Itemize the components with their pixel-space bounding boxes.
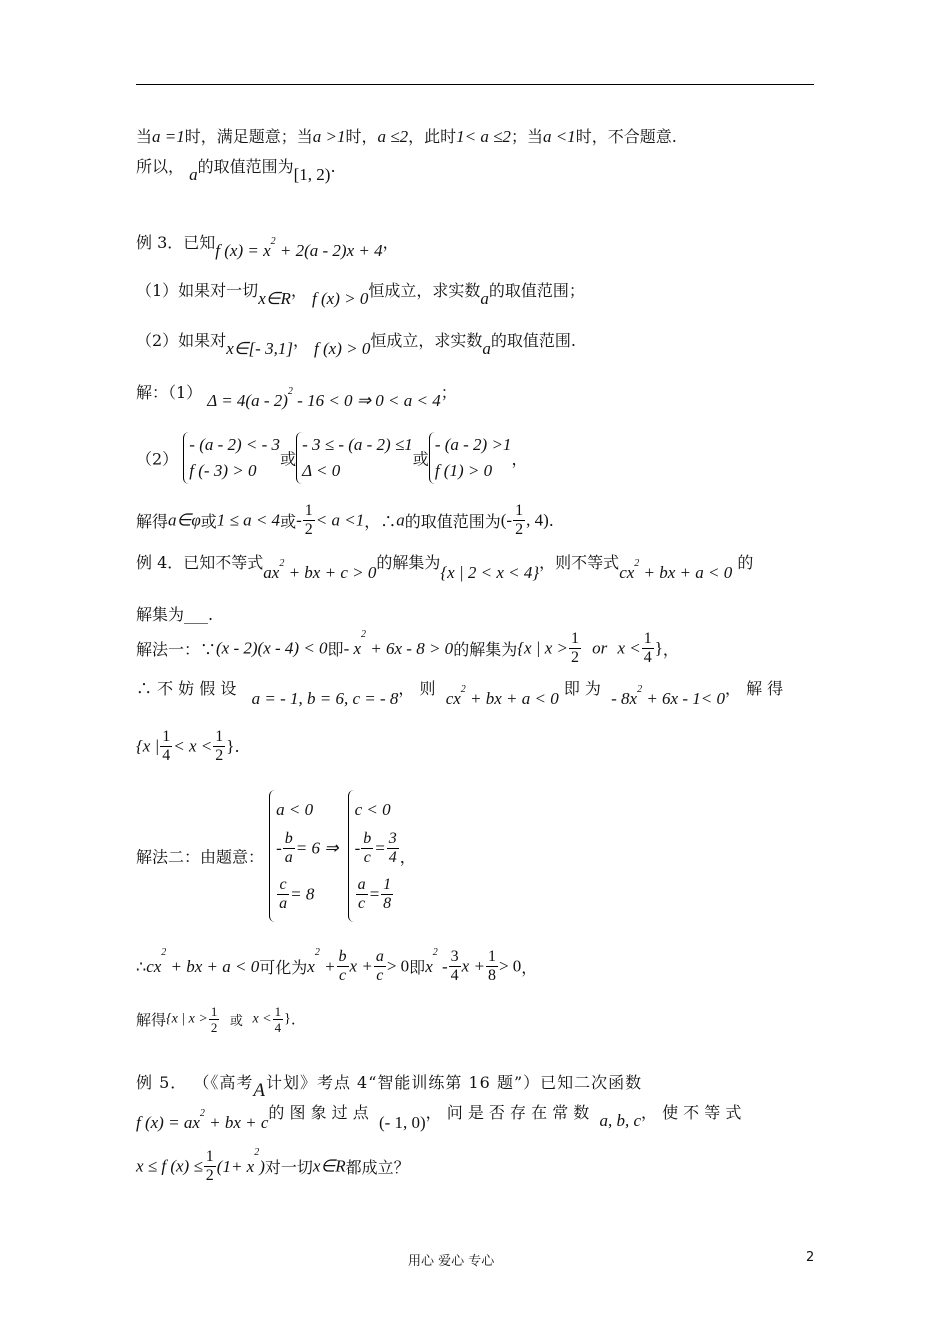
text: 即 为 (563, 679, 601, 698)
math: $x^2$ + (307, 946, 336, 976)
math: Δ = 4(a - 2)$^2$ - 16 < 0 ⇒ 0 < a < 4 (207, 386, 441, 410)
math: f (1) > 0 (434, 461, 493, 480)
fraction: $\frac{1}{4}$ (162, 728, 171, 764)
math: f (x) > 0 (314, 339, 371, 358)
math: x + (461, 956, 485, 976)
math: - $\frac{b}{a}$ = 6 ⇒ (276, 830, 339, 866)
text: ，则不等式 (539, 553, 620, 572)
math: x < (252, 1011, 272, 1027)
math: a < 0 (276, 800, 314, 819)
text: ， (399, 847, 416, 867)
math: x ≤ f (x) ≤ (136, 1156, 203, 1176)
math: f (- 3) > 0 (189, 461, 257, 480)
example-5-line-3 (136, 1148, 410, 1185)
text: ， (511, 449, 528, 469)
text: 例 3．已知 (136, 233, 216, 252)
text: ， 使 不 等 式 (641, 1103, 742, 1122)
text: 的取值范围. (490, 331, 576, 350)
text: ∴ (136, 957, 147, 976)
case-system-a (269, 790, 338, 922)
math: , 4) (526, 510, 549, 530)
method-1-line-2 (136, 676, 784, 708)
question-2 (136, 328, 576, 358)
text: 恒成立，求实数 (370, 331, 483, 350)
math: or (592, 638, 608, 658)
fraction: $\frac{1}{2}$ (205, 1148, 214, 1184)
math: $cx^2$ + bx + a < 0 (445, 684, 559, 708)
math: - (296, 510, 302, 530)
math: A (253, 1080, 266, 1101)
math: Δ < 0 (302, 461, 341, 480)
solution-part-1 (136, 380, 457, 410)
case-system-2 (296, 432, 413, 484)
text: ， (382, 233, 399, 252)
text: 当 (136, 127, 153, 146)
fraction: $\frac{1}{2}$ (515, 502, 524, 538)
text: ， (290, 281, 307, 300)
math: a (480, 289, 489, 308)
math: c < 0 (354, 800, 391, 819)
math: a <1 (542, 127, 576, 146)
math: - $8x^2 + 6x - 1< 0$ (611, 684, 725, 708)
math: x∈R (312, 1156, 346, 1176)
fraction: $\frac{1}{2}$ (210, 1004, 218, 1035)
math: $x^2$ - (425, 946, 448, 976)
question-1 (136, 278, 585, 308)
text: 时， (345, 127, 378, 146)
case-system-b (348, 790, 400, 922)
text: 即 (409, 958, 426, 977)
solution-result (136, 502, 554, 539)
text: 解得 (136, 1011, 167, 1029)
text: 解：（1） (136, 383, 203, 402)
math: f $(x) = ax^2$ + bx + c (136, 1108, 269, 1132)
case-system-3 (429, 432, 512, 484)
method-1-line-3 (136, 728, 240, 765)
text: ，∴ (364, 512, 397, 531)
text: . (290, 1010, 296, 1029)
text: . (330, 157, 336, 176)
math: $\frac{a}{c}$ = $\frac{1}{8}$ (357, 876, 392, 912)
page-number: 2 (806, 1250, 815, 1265)
fraction: $\frac{1}{2}$ (571, 630, 579, 666)
math: $ax^2$ + bx + c > 0 (263, 558, 377, 582)
text: 对一切 (264, 1158, 313, 1177)
example-5-heading (136, 1070, 643, 1101)
math: a (189, 165, 198, 184)
text: 或 (280, 449, 297, 469)
math: (- 1, 0) (378, 1113, 426, 1132)
text: 或 (229, 1014, 243, 1029)
math: a (482, 339, 491, 358)
math: x < (617, 638, 641, 658)
footer-motto: 用心 爱心 专心 (408, 1254, 495, 1269)
math: > 0 (498, 956, 522, 976)
math: a (396, 510, 405, 530)
text: 或 (412, 449, 429, 469)
text: 计划》考点 4“智能训练第 16 题”）已知二次函数 (265, 1073, 643, 1092)
text: 或 (280, 512, 297, 531)
math: f $(x) = x^2 + 2(a - 2)x + 4$ (215, 236, 383, 260)
text: 例 5． （《高考 (136, 1073, 254, 1092)
solution-set-line (136, 1004, 296, 1035)
math: - 3 ≤ - (a - 2) ≤1 (302, 435, 413, 454)
fraction: $\frac{1}{4}$ (643, 630, 652, 666)
text: 的取值范围为 (197, 157, 294, 176)
solution-part-2 (136, 432, 527, 484)
math: $cx^2$ + bx + a < 0 (146, 946, 260, 976)
text: ， 解 得 (724, 679, 784, 698)
example-5-line-2 (136, 1100, 742, 1132)
text: （2）如果对 (136, 331, 227, 350)
text: 的取值范围为 (404, 512, 501, 531)
math: {x | x > (517, 638, 568, 658)
text: 解法二：由题意： (136, 847, 265, 867)
math: {x | 2 < x < 4} (440, 563, 540, 582)
text: . (548, 511, 554, 530)
text: ， 问 是 否 存 在 常 数 (425, 1103, 590, 1122)
text: 解得 (136, 512, 169, 531)
text: 都成立？ (345, 1158, 410, 1177)
math: } (284, 1011, 291, 1027)
example-3-heading (136, 230, 399, 260)
text: 时，满足题意；当 (184, 127, 313, 146)
text: ， (521, 958, 538, 977)
text: 的 图 象 过 点 (268, 1103, 369, 1122)
text: 解集为___. (136, 605, 214, 624)
fraction: $\frac{b}{c}$ (338, 948, 347, 984)
therefore-line (136, 948, 537, 985)
math: a, b, c (599, 1111, 641, 1130)
math: x∈R (258, 289, 291, 308)
method-1-line-1 (136, 630, 679, 667)
math: $\frac{c}{a}$ = 8 (279, 876, 315, 912)
text: ，此时 (408, 127, 457, 146)
math: [1, 2) (293, 165, 331, 184)
math: 1 ≤ a < 4 (216, 510, 281, 530)
math: < a <1 (315, 510, 365, 530)
fraction: $\frac{1}{8}$ (487, 948, 496, 984)
text: 例 4．已知不等式 (136, 553, 264, 572)
math: - $\frac{b}{c}$ = $\frac{3}{4}$ (354, 830, 397, 866)
example-4-heading (136, 550, 754, 582)
method-2 (136, 790, 416, 922)
text-line-2 (136, 154, 336, 184)
text: ； (440, 383, 457, 402)
text: 解法一：∵ (136, 640, 217, 659)
math: $(1+ x^2)$ (216, 1146, 265, 1176)
fraction: $\frac{a}{c}$ (375, 948, 384, 984)
header-rule (136, 84, 814, 85)
text: 恒成立，求实数 (368, 281, 481, 300)
math: 1< a ≤2 (456, 127, 511, 146)
math: a = - 1, b = 6, c = - 8 (251, 689, 399, 708)
math: f (x) > 0 (312, 289, 369, 308)
case-system-1 (183, 432, 280, 484)
math: } (226, 736, 235, 756)
math: x + (349, 956, 373, 976)
text: ， 则 (398, 679, 436, 698)
text-line-1 (136, 124, 677, 147)
text: . (234, 737, 240, 756)
text: ， (662, 640, 679, 659)
math: < x < (173, 736, 213, 756)
math: a >1 (312, 127, 346, 146)
fraction: $\frac{1}{2}$ (215, 728, 224, 764)
text: 所以， (136, 157, 185, 176)
math: - (a - 2) < - 3 (189, 435, 281, 454)
math: {x | (136, 736, 160, 756)
fraction: $\frac{3}{4}$ (450, 948, 459, 984)
example-4-blank (136, 602, 213, 625)
math: > 0 (386, 956, 410, 976)
math: {x | x > (166, 1011, 208, 1027)
math: } (654, 638, 663, 658)
text: （1）如果对一切 (136, 281, 259, 300)
math: x∈[- 3,1] (226, 339, 293, 358)
text: 的取值范围； (488, 281, 585, 300)
text: ∴ 不 妨 假 设 (136, 679, 237, 698)
math: a =1 (152, 127, 185, 146)
text: ， (292, 331, 309, 350)
math: (- (500, 510, 513, 530)
fraction: $\frac{1}{4}$ (274, 1004, 282, 1035)
text: 的 (737, 553, 754, 572)
text: 的解集为 (453, 640, 518, 659)
text: 或 (200, 512, 217, 531)
math: a ≤2 (377, 127, 409, 146)
text: ；当 (510, 127, 543, 146)
math: $cx^2$ + bx + a < 0 (619, 558, 733, 582)
text: （2） (136, 449, 179, 469)
text: 可化为 (259, 958, 308, 977)
math: (x - 2)(x - 4) < 0 (216, 638, 328, 658)
text: 的解集为 (376, 553, 441, 572)
math: a∈φ (168, 510, 201, 530)
text: 时，不合题意. (575, 127, 677, 146)
math: - $x^2 + 6x - 8 > 0$ (343, 628, 454, 658)
math: - (a - 2) >1 (434, 435, 512, 454)
text: 即 (327, 640, 344, 659)
fraction: $\frac{1}{2}$ (304, 502, 313, 538)
